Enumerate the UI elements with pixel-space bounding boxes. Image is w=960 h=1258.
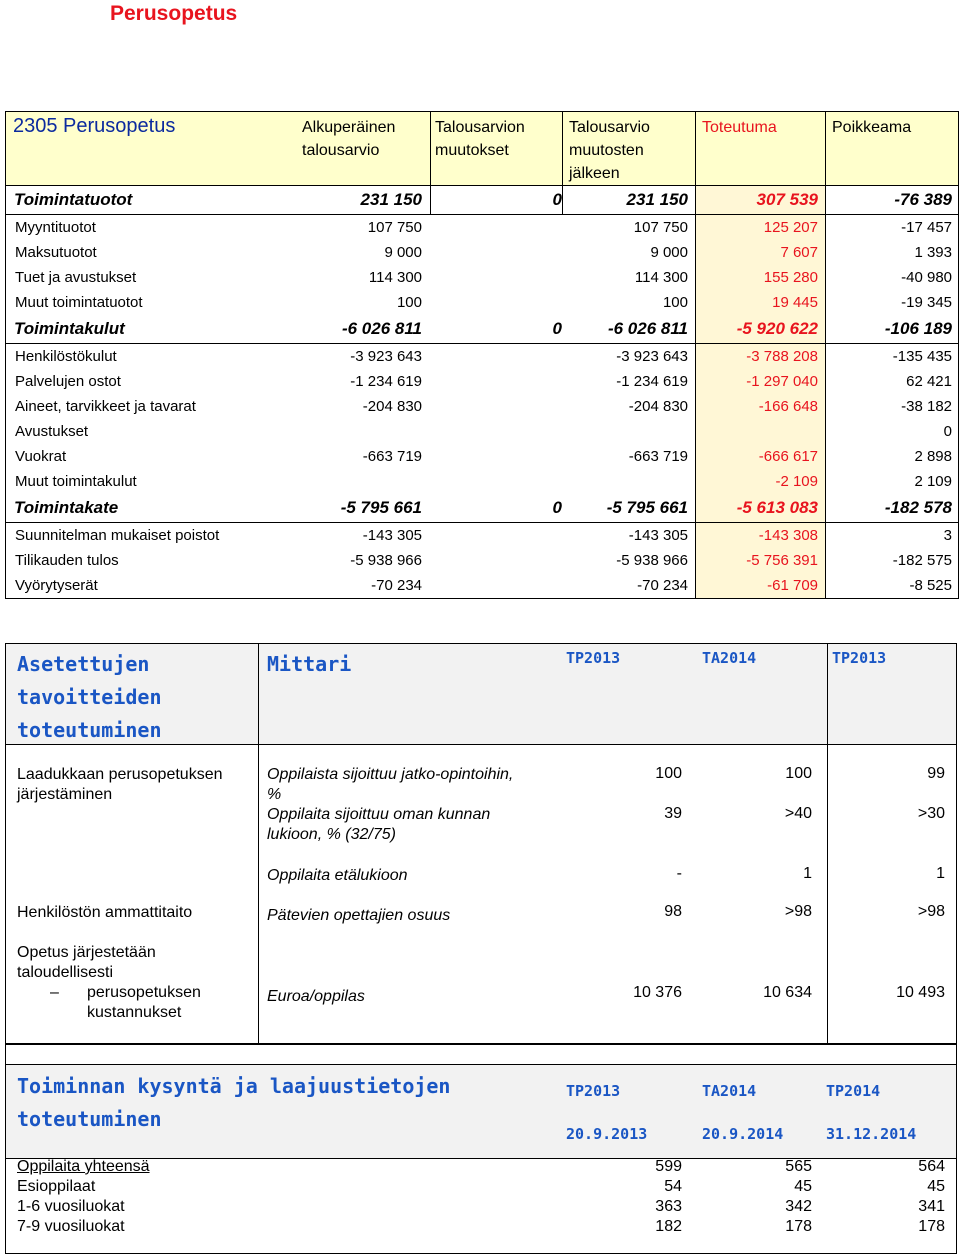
goal-economical-bullet: perusopetuksen kustannukset [87, 984, 201, 1021]
header-budget-after-changes: Talousarvio muutosten jälkeen [569, 119, 650, 182]
m5-tp2013b: 10 493 [896, 984, 945, 1001]
budget-row [6, 573, 958, 598]
budget-cell: -5 613 083 [736, 498, 818, 517]
budget-row-label: Palvelujen ostot [15, 373, 121, 390]
budget-row-label: Henkilöstökulut [15, 348, 117, 365]
demand-cell: 342 [785, 1198, 812, 1215]
goals-header-title: Asetettujen tavoitteiden toteutuminen [17, 652, 162, 742]
demand-cell: 564 [918, 1158, 945, 1175]
budget-cell: -17 457 [901, 219, 952, 236]
budget-row [6, 290, 958, 315]
budget-row-label: Myyntituotot [15, 219, 96, 236]
budget-row-label: Maksutuotot [15, 244, 97, 261]
budget-cell: -1 297 040 [746, 373, 818, 390]
demand-cell: 599 [655, 1158, 682, 1175]
demand-title: Toiminnan kysyntä ja laajuustietojen toteutuminen [17, 1074, 451, 1131]
goals-header-mittari: Mittari [267, 652, 352, 676]
budget-cell: -5 756 391 [746, 552, 818, 569]
budget-row-label: Vyörytyserät [15, 577, 98, 594]
budget-row-label: Toimintakate [14, 498, 119, 517]
budget-cell: 114 300 [368, 269, 422, 286]
demand-col-tp2014: TP2014 31.12.2014 [826, 1082, 917, 1143]
m1-ta2014: 100 [785, 765, 812, 782]
budget-cell: -182 578 [884, 498, 952, 517]
goals-header-ta2014: TA2014 [702, 649, 757, 667]
budget-cell: -6 026 811 [607, 319, 688, 338]
demand-row-label: 7-9 vuosiluokat [17, 1218, 125, 1235]
budget-cell: 307 539 [756, 190, 818, 209]
budget-cell: 9 000 [650, 244, 688, 261]
budget-cell: -182 575 [892, 552, 952, 569]
goals-header-tp2013b: TP2013 [832, 649, 887, 667]
m2-ta2014: >40 [784, 805, 812, 822]
goals-table [5, 643, 957, 1045]
budget-cell: -61 709 [767, 577, 818, 594]
demand-col-ta2014: TA2014 20.9.2014 [702, 1082, 784, 1143]
budget-cell: -1 234 619 [616, 373, 688, 390]
budget-cell: -3 923 643 [350, 348, 422, 365]
budget-row-label: Tuet ja avustukset [15, 269, 137, 286]
header-original-budget: Alkuperäinen talousarvio [302, 119, 396, 159]
page-title: Perusopetus [110, 2, 238, 25]
budget-cell: 2 109 [914, 473, 952, 490]
budget-cell: 2 898 [914, 448, 952, 465]
budget-cell: -76 389 [894, 190, 952, 209]
metric-euro-per-pupil: Euroa/oppilas [267, 988, 365, 1005]
budget-row [6, 444, 958, 469]
budget-cell: 0 [943, 423, 952, 440]
m3-tp2013b: 1 [936, 865, 945, 882]
demand-row-label: Oppilaita yhteensä [17, 1158, 150, 1175]
budget-cell: -5 938 966 [350, 552, 422, 569]
budget-cell: -5 938 966 [616, 552, 688, 569]
budget-row [6, 419, 958, 444]
budget-row-label: Avustukset [15, 423, 89, 440]
budget-row-label: Muut toimintakulut [15, 473, 137, 490]
metric-remote-upper-secondary: Oppilaita etälukioon [267, 867, 408, 884]
budget-row [6, 523, 958, 548]
budget-cell: 231 150 [360, 190, 422, 209]
budget-row [6, 469, 958, 494]
metric-own-upper-secondary: Oppilaita sijoittuu oman kunnan lukioon, % (32/75) [267, 806, 491, 843]
budget-cell: -135 435 [892, 348, 952, 365]
budget-cell: 0 [552, 190, 562, 209]
demand-cell: 341 [918, 1198, 945, 1215]
m4-ta2014: >98 [784, 903, 812, 920]
budget-cell: -204 830 [362, 398, 422, 415]
metric-qualified-teachers: Pätevien opettajien osuus [267, 907, 451, 924]
budget-cell: -38 182 [901, 398, 952, 415]
budget-cell: 125 207 [763, 219, 818, 236]
budget-row-label: Suunnitelman mukaiset poistot [15, 527, 220, 544]
budget-cell: 107 750 [633, 219, 688, 236]
budget-cell: -1 234 619 [350, 373, 422, 390]
budget-row [6, 186, 958, 215]
m5-ta2014: 10 634 [763, 984, 812, 1001]
m3-tp2013: - [676, 865, 682, 882]
goal-staff-competence: Henkilöstön ammattitaito [17, 904, 193, 921]
budget-row [6, 315, 958, 344]
budget-cell: 231 150 [626, 190, 688, 209]
demand-cell: 182 [655, 1218, 682, 1235]
metric-further-studies: Oppilaista sijoittuu jatko-opintoihin, % [267, 766, 514, 803]
budget-row [6, 265, 958, 290]
budget-cell: 0 [552, 319, 562, 338]
m4-tp2013b: >98 [917, 903, 945, 920]
header-poikkeama: Poikkeama [832, 119, 912, 136]
budget-cell: -70 234 [637, 577, 688, 594]
budget-cell: 3 [943, 527, 952, 544]
budget-cell: 107 750 [367, 219, 422, 236]
demand-row-label: 1-6 vuosiluokat [17, 1198, 125, 1215]
goals-header-tp2013: TP2013 [566, 649, 621, 667]
budget-cell: -19 345 [901, 294, 952, 311]
budget-body [6, 186, 958, 598]
budget-cell: -3 923 643 [616, 348, 688, 365]
budget-cell: 7 607 [780, 244, 818, 261]
budget-cell: -666 617 [758, 448, 818, 465]
budget-cell: 100 [396, 294, 422, 311]
budget-cell: 1 393 [914, 244, 952, 261]
budget-row [6, 369, 958, 394]
demand-cell: 363 [655, 1198, 682, 1215]
demand-cell: 54 [664, 1178, 682, 1195]
budget-cell: -663 719 [362, 448, 422, 465]
budget-cell: -70 234 [371, 577, 422, 594]
budget-cell: 155 280 [763, 269, 818, 286]
goal-economical-dash: – [50, 984, 59, 1001]
budget-row-label: Aineet, tarvikkeet ja tavarat [15, 398, 196, 415]
demand-cell: 45 [794, 1178, 812, 1195]
m4-tp2013: 98 [664, 903, 682, 920]
budget-row-label: Toimintatuotot [14, 190, 133, 209]
header-toteuma: Toteutuma [702, 119, 777, 136]
demand-table [5, 1043, 957, 1254]
demand-cell: 178 [785, 1218, 812, 1235]
budget-cell: -6 026 811 [341, 319, 422, 338]
demand-cell: 45 [927, 1178, 945, 1195]
budget-cell: -663 719 [628, 448, 688, 465]
budget-title: 2305 Perusopetus [13, 115, 176, 137]
budget-cell: -5 795 661 [340, 498, 422, 517]
budget-cell: -143 308 [758, 527, 818, 544]
budget-cell: -8 525 [909, 577, 952, 594]
budget-cell: -2 109 [775, 473, 818, 490]
budget-cell: -40 980 [901, 269, 952, 286]
budget-row [6, 494, 958, 523]
budget-cell: -143 305 [362, 527, 422, 544]
demand-cell: 178 [918, 1218, 945, 1235]
budget-cell: -166 648 [758, 398, 818, 415]
m3-ta2014: 1 [803, 865, 812, 882]
budget-row [6, 548, 958, 573]
budget-cell: 100 [662, 294, 688, 311]
header-budget-changes: Talousarvion muutokset [435, 119, 525, 159]
budget-row [6, 240, 958, 265]
budget-cell: 114 300 [634, 269, 688, 286]
budget-cell: 9 000 [384, 244, 422, 261]
budget-cell: -5 795 661 [606, 498, 688, 517]
goal-quality: Laadukkaan perusopetuksen järjestäminen [17, 766, 223, 803]
demand-cell: 565 [785, 1158, 812, 1175]
m2-tp2013b: >30 [917, 805, 945, 822]
budget-row [6, 344, 958, 369]
budget-cell: -143 305 [628, 527, 688, 544]
demand-col-tp2013: TP2013 20.9.2013 [566, 1082, 648, 1143]
budget-cell: -204 830 [628, 398, 688, 415]
budget-row [6, 215, 958, 240]
m2-tp2013: 39 [664, 805, 682, 822]
m1-tp2013b: 99 [927, 765, 945, 782]
budget-cell: 0 [552, 498, 562, 517]
budget-header [6, 112, 958, 186]
budget-table [5, 111, 959, 599]
budget-cell: -106 189 [884, 319, 952, 338]
budget-row-label: Toimintakulut [14, 319, 125, 338]
m1-tp2013: 100 [655, 765, 682, 782]
budget-cell: 62 421 [906, 373, 952, 390]
m5-tp2013: 10 376 [633, 984, 682, 1001]
demand-row-label: Esioppilaat [17, 1178, 96, 1195]
budget-row [6, 394, 958, 419]
budget-row-label: Vuokrat [15, 448, 67, 465]
budget-cell: -5 920 622 [736, 319, 818, 338]
budget-cell: -3 788 208 [746, 348, 818, 365]
budget-row-label: Muut toimintatuotot [15, 294, 143, 311]
budget-cell: 19 445 [772, 294, 818, 311]
goal-economical: Opetus järjestetään taloudellisesti [17, 944, 156, 981]
budget-row-label: Tilikauden tulos [15, 552, 119, 569]
